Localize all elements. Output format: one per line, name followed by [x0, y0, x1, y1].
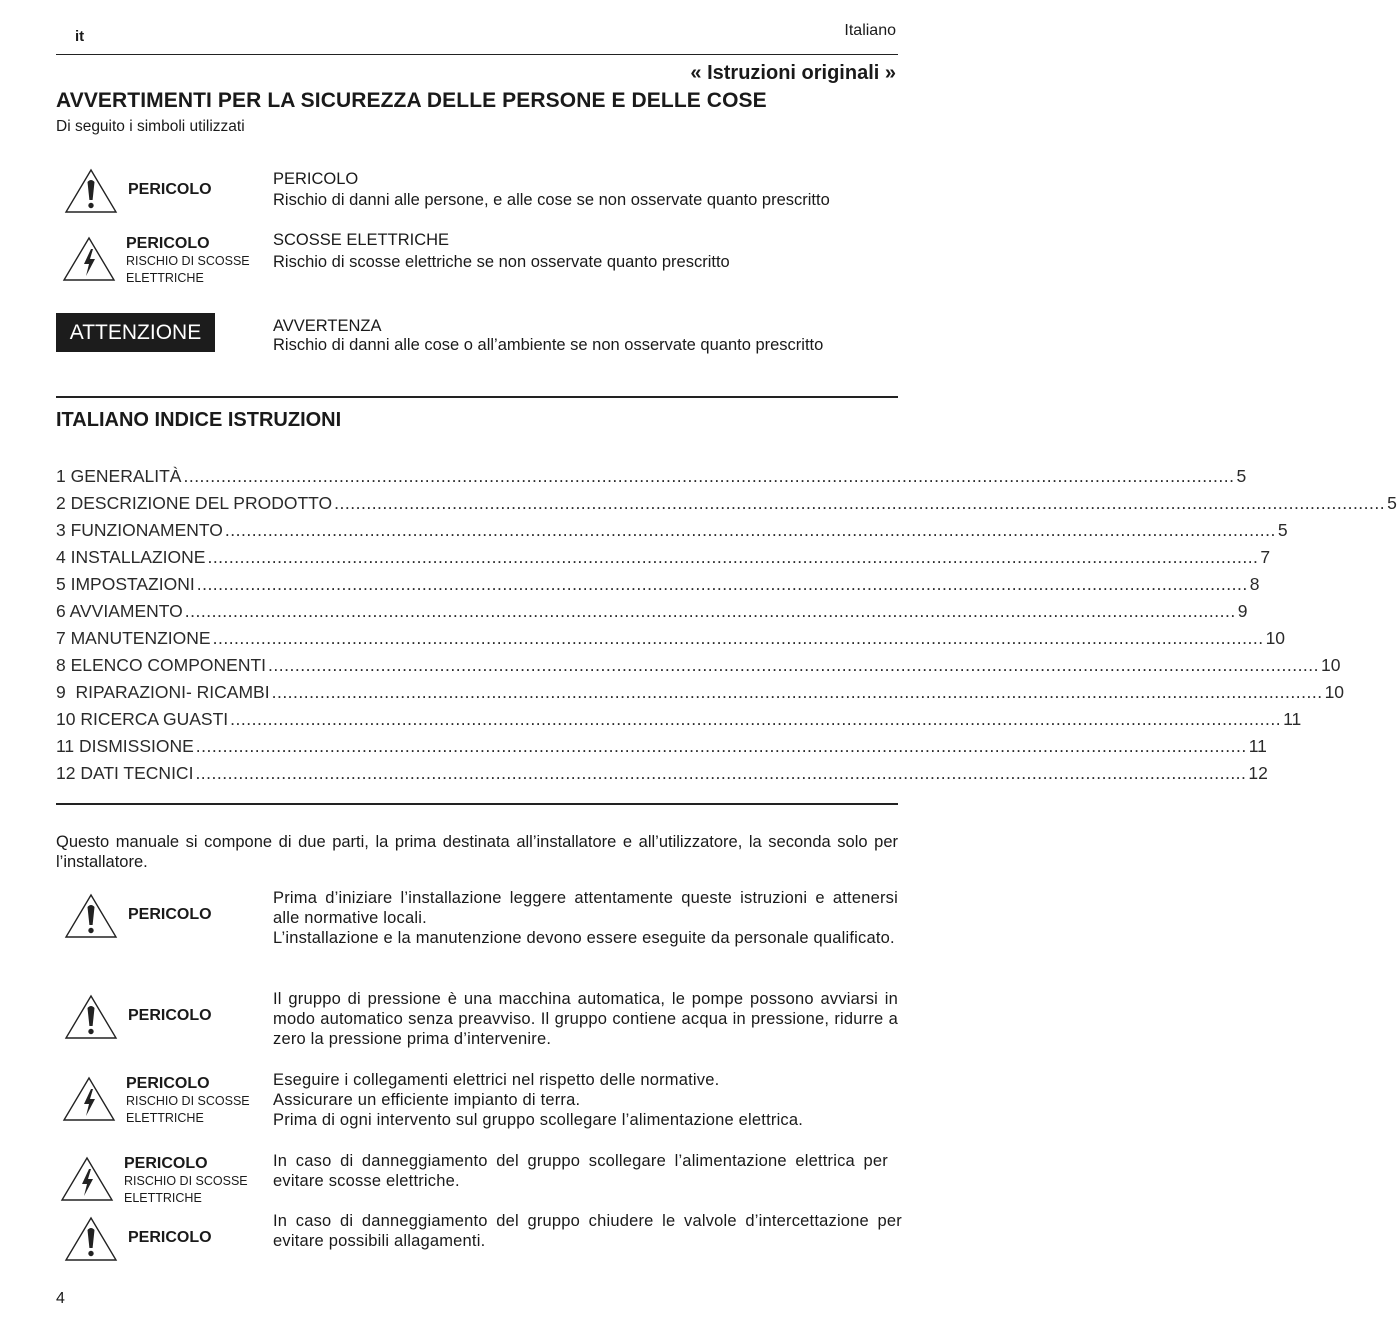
symbol-heading: SCOSSE ELETTRICHE	[273, 231, 450, 249]
toc-page: 11	[1283, 709, 1302, 729]
toc-page: 8	[1249, 574, 1260, 594]
toc-label: 7 MANUTENZIONE	[56, 628, 211, 648]
toc-label: 3 FUNZIONAMENTO	[56, 520, 223, 540]
warning-text: In caso di danneggiamento del gruppo scollegare l’alimentazione elettrica per evitare scosse elettriche.	[273, 1152, 888, 1190]
toc-page: 5	[1387, 493, 1397, 513]
toc-entry[interactable]	[56, 466, 1247, 493]
attention-badge: ATTENZIONE	[56, 313, 215, 352]
warning-sublabel: ELETTRICHE	[126, 1111, 204, 1125]
toc-entry[interactable]	[56, 655, 1341, 682]
toc-page: 5	[1236, 466, 1247, 486]
toc-label: 10 RICERCA GUASTI	[56, 709, 229, 729]
warning-label: PERICOLO	[126, 1075, 210, 1092]
table-of-contents	[56, 466, 1397, 790]
toc-leader: ....................................................................................................................................................................................................	[224, 520, 1276, 540]
toc-label: 1 GENERALITÀ	[56, 466, 182, 486]
toc-leader: ....................................................................................................................................................................................................	[212, 628, 1264, 648]
symbol-heading: PERICOLO	[273, 170, 359, 188]
toc-entry[interactable]	[56, 709, 1302, 736]
toc-leader: ....................................................................................................................................................................................................	[230, 709, 1282, 729]
toc-entry[interactable]	[56, 574, 1260, 601]
toc-label: 12 DATI TECNICI	[56, 763, 194, 783]
warning-sublabel: ELETTRICHE	[124, 1191, 202, 1205]
lightning-triangle-icon	[62, 236, 116, 282]
warning-text: L’installazione e la manutenzione devono essere eseguite da personale qualificato.	[273, 929, 895, 947]
language-code: it	[75, 28, 85, 45]
warning-text: Il gruppo di pressione è una macchina automatica, le pompe possono avviarsi in modo automatico senza preavviso. Il gruppo contiene acqua in pressione, ridurre a zero la pressione prima d’intervenire.	[273, 990, 898, 1048]
warning-label: PERICOLO	[124, 1155, 208, 1172]
toc-leader: ....................................................................................................................................................................................................	[184, 601, 1236, 621]
lightning-triangle-icon	[62, 1076, 116, 1122]
toc-page: 10	[1324, 682, 1345, 702]
lightning-triangle-icon	[60, 1156, 114, 1202]
exclamation-triangle-icon	[64, 1216, 118, 1262]
symbol-description: Rischio di scosse elettriche se non osservate quanto prescritto	[273, 253, 730, 271]
language-name: Italiano	[844, 22, 896, 39]
page-number: 4	[56, 1290, 65, 1307]
header-divider	[56, 54, 898, 55]
toc-page: 10	[1265, 628, 1286, 648]
toc-label: 5 IMPOSTAZIONI	[56, 574, 195, 594]
toc-page: 11	[1248, 736, 1267, 756]
toc-entry[interactable]	[56, 547, 1271, 574]
symbol-description: Rischio di danni alle cose o all’ambiente se non osservate quanto prescritto	[273, 336, 824, 354]
original-instructions-label: « Istruzioni originali »	[690, 62, 896, 84]
warning-label: PERICOLO	[128, 1007, 212, 1024]
toc-leader: ....................................................................................................................................................................................................	[271, 682, 1323, 702]
toc-leader: ....................................................................................................................................................................................................	[334, 493, 1386, 513]
warning-text: Assicurare un efficiente impianto di terra.	[273, 1091, 581, 1109]
toc-label: 8 ELENCO COMPONENTI	[56, 655, 267, 675]
warning-label: PERICOLO	[128, 906, 212, 923]
exclamation-triangle-icon	[64, 893, 118, 939]
toc-label: 11 DISMISSIONE	[56, 736, 194, 756]
toc-leader: ....................................................................................................................................................................................................	[268, 655, 1320, 675]
toc-page: 10	[1321, 655, 1341, 675]
section-divider	[56, 396, 898, 398]
section-divider	[56, 803, 898, 805]
exclamation-triangle-icon	[64, 168, 118, 214]
toc-leader: ....................................................................................................................................................................................................	[195, 763, 1247, 783]
toc-entry[interactable]	[56, 628, 1286, 655]
toc-entry[interactable]	[56, 601, 1248, 628]
symbol-description: Rischio di danni alle persone, e alle cose se non osservate quanto prescritto	[273, 191, 830, 209]
toc-label: 6 AVVIAMENTO	[56, 601, 183, 621]
symbol-label: PERICOLO	[126, 235, 210, 252]
toc-entry[interactable]	[56, 520, 1288, 547]
toc-leader: ....................................................................................................................................................................................................	[183, 466, 1235, 486]
safety-subtitle: Di seguito i simboli utilizzati	[56, 118, 245, 135]
warning-text: Eseguire i collegamenti elettrici nel rispetto delle normative.	[273, 1071, 720, 1089]
toc-page: 12	[1248, 763, 1268, 783]
toc-leader: ....................................................................................................................................................................................................	[196, 574, 1248, 594]
toc-label: 4 INSTALLAZIONE	[56, 547, 206, 567]
toc-page: 9	[1237, 601, 1248, 621]
symbol-sublabel: RISCHIO DI SCOSSE	[126, 254, 250, 268]
warning-text: Prima di ogni intervento sul gruppo scollegare l’alimentazione elettrica.	[273, 1111, 804, 1129]
toc-leader: ....................................................................................................................................................................................................	[195, 736, 1247, 756]
manual-intro: Questo manuale si compone di due parti, la prima destinata all’installatore e all’utilizzatore, la seconda solo per l’installatore.	[56, 833, 898, 871]
toc-label: 9 RIPARAZIONI- RICAMBI	[56, 682, 270, 702]
toc-label: 2 DESCRIZIONE DEL PRODOTTO	[56, 493, 333, 513]
warning-sublabel: RISCHIO DI SCOSSE	[124, 1174, 248, 1188]
safety-title: AVVERTIMENTI PER LA SICUREZZA DELLE PERSONE E DELLE COSE	[56, 89, 767, 112]
symbol-heading: AVVERTENZA	[273, 317, 382, 335]
warning-text: In caso di danneggiamento del gruppo chiudere le valvole d’intercettazione per evitare possibili allagamenti.	[273, 1212, 902, 1250]
toc-page: 7	[1260, 547, 1271, 567]
toc-entry[interactable]	[56, 736, 1267, 763]
warning-sublabel: RISCHIO DI SCOSSE	[126, 1094, 250, 1108]
exclamation-triangle-icon	[64, 994, 118, 1040]
warning-text: Prima d’iniziare l’installazione leggere attentamente queste istruzioni e attenersi alle normative locali.	[273, 889, 898, 927]
symbol-sublabel: ELETTRICHE	[126, 271, 204, 285]
toc-entry[interactable]	[56, 493, 1397, 520]
warning-label: PERICOLO	[128, 1229, 212, 1246]
toc-entry[interactable]	[56, 682, 1345, 709]
toc-leader: ....................................................................................................................................................................................................	[207, 547, 1259, 567]
index-title: ITALIANO INDICE ISTRUZIONI	[56, 409, 342, 431]
toc-page: 5	[1277, 520, 1288, 540]
symbol-label: PERICOLO	[128, 181, 212, 198]
toc-entry[interactable]	[56, 763, 1268, 790]
